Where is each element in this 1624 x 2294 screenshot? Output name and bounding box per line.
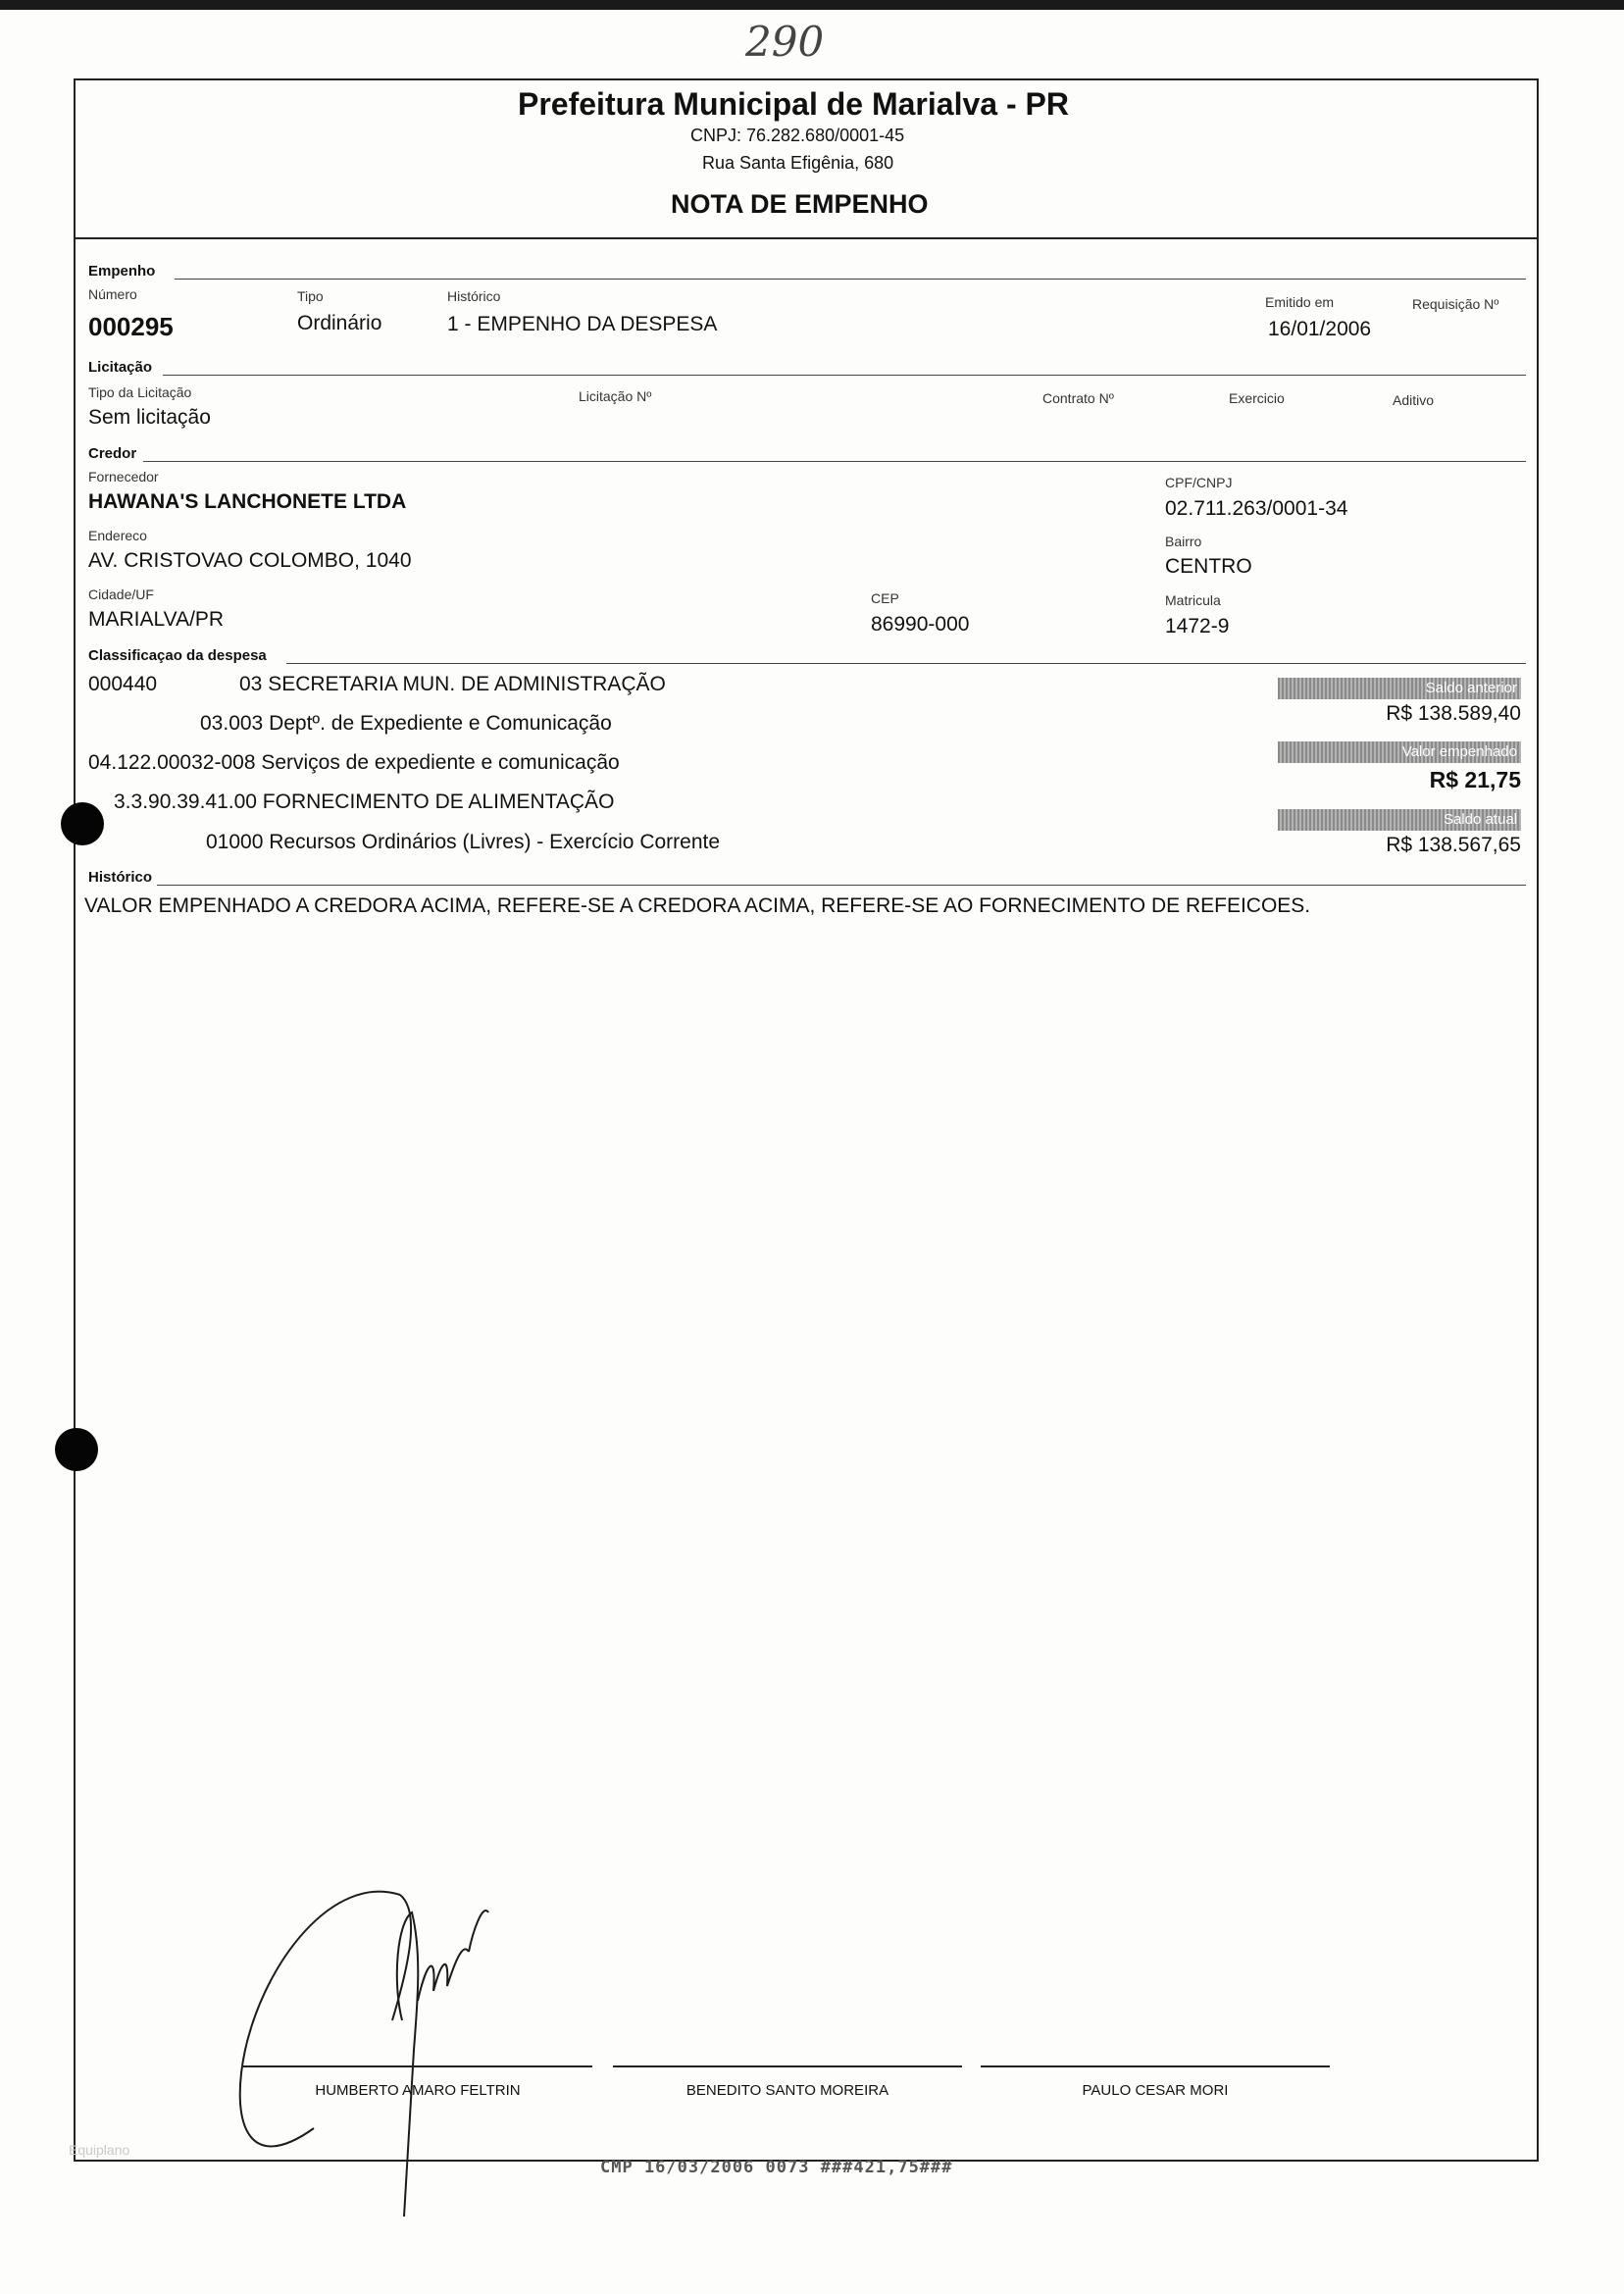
- tipo-licitacao-label: Tipo da Licitação: [88, 384, 192, 400]
- classificacao-recurso: 01000 Recursos Ordinários (Livres) - Exercício Corrente: [206, 831, 721, 853]
- cpf-label: CPF/CNPJ: [1165, 475, 1233, 490]
- aditivo-label: Aditivo: [1393, 392, 1435, 408]
- handwritten-signature: [226, 1883, 520, 2236]
- tipo-value: Ordinário: [297, 312, 382, 334]
- header-address: Rua Santa Efigênia, 680: [702, 153, 894, 173]
- signature-name-2: BENEDITO SANTO MOREIRA: [685, 2082, 889, 2099]
- endereco-value: AV. CRISTOVAO COLOMBO, 1040: [88, 549, 412, 572]
- saldo-anterior-value: R$ 138.589,40: [1386, 702, 1521, 725]
- document-title: NOTA DE EMPENHO: [671, 189, 929, 219]
- classificacao-elemento: 3.3.90.39.41.00 FORNECIMENTO DE ALIMENTAÇÃO: [114, 790, 615, 813]
- classificacao-orgao: 03 SECRETARIA MUN. DE ADMINISTRAÇÃO: [239, 673, 666, 695]
- scan-edge: [0, 0, 1624, 10]
- matricula-label: Matricula: [1165, 592, 1221, 608]
- credor-divider: [143, 461, 1526, 462]
- header-divider: [74, 237, 1539, 239]
- saldo-atual-value: R$ 138.567,65: [1386, 834, 1521, 856]
- section-empenho: Empenho: [88, 263, 156, 280]
- historico-divider: [157, 885, 1526, 886]
- signature-line-1: [243, 2065, 592, 2067]
- signature-line-2: [613, 2065, 962, 2067]
- cidade-value: MARIALVA/PR: [88, 608, 225, 631]
- empenho-divider: [175, 279, 1526, 280]
- section-credor: Credor: [88, 445, 137, 462]
- empenho-number: 000295: [88, 312, 174, 341]
- software-watermark: Equiplano: [69, 2142, 130, 2158]
- classificacao-divider: [286, 663, 1526, 664]
- saldo-anterior-label: Saldo anterior: [1278, 678, 1521, 699]
- cidade-label: Cidade/UF: [88, 586, 154, 602]
- cpf-value: 02.711.263/0001-34: [1165, 497, 1348, 520]
- bairro-label: Bairro: [1165, 534, 1202, 549]
- endereco-label: Endereco: [88, 528, 147, 543]
- exercicio-label: Exercicio: [1229, 390, 1285, 406]
- matricula-value: 1472-9: [1165, 615, 1230, 637]
- requisicao-label: Requisição Nº: [1412, 296, 1499, 312]
- saldo-atual-label: Saldo atual: [1278, 809, 1521, 831]
- tipo-label: Tipo: [297, 288, 324, 304]
- punch-hole-bottom: [55, 1428, 98, 1471]
- tipo-licitacao-value: Sem licitação: [88, 406, 211, 429]
- emitido-label: Emitido em: [1265, 294, 1335, 310]
- cep-label: CEP: [871, 590, 899, 606]
- valor-empenhado-label: Valor empenhado: [1278, 741, 1521, 763]
- classificacao-funcional: 04.122.00032-008 Serviços de expediente e comunicação: [88, 751, 620, 774]
- punch-hole-top: [61, 802, 104, 845]
- section-licitacao: Licitação: [88, 359, 153, 376]
- contrato-label: Contrato Nº: [1042, 390, 1114, 406]
- licitacao-numero-label: Licitação Nº: [579, 388, 652, 404]
- section-classificacao: Classificaçao da despesa: [88, 647, 267, 664]
- signature-name-3: PAULO CESAR MORI: [1082, 2082, 1229, 2099]
- classificacao-unidade: 03.003 Deptº. de Expediente e Comunicação: [200, 712, 612, 735]
- historico-text: VALOR EMPENHADO A CREDORA ACIMA, REFERE-SE A CREDORA ACIMA, REFERE-SE AO FORNECIMENTO DE REFEICOES.: [84, 894, 1311, 917]
- signature-name-1: HUMBERTO AMARO FELTRIN: [315, 2082, 521, 2099]
- fornecedor-name: HAWANA'S LANCHONETE LTDA: [88, 490, 407, 513]
- valor-empenhado-value: R$ 21,75: [1429, 767, 1521, 792]
- document-frame: [74, 78, 1539, 2162]
- numero-label: Número: [88, 286, 137, 302]
- municipality-title: Prefeitura Municipal de Marialva - PR: [518, 86, 1069, 122]
- classificacao-code: 000440: [88, 673, 158, 695]
- emitido-date: 16/01/2006: [1268, 318, 1372, 340]
- licitacao-divider: [163, 375, 1526, 376]
- signature-line-3: [981, 2065, 1330, 2067]
- bank-stamp: CMP 16/03/2006 0073 ###421,75###: [600, 2158, 953, 2177]
- historico-value: 1 - EMPENHO DA DESPESA: [447, 313, 718, 335]
- header-cnpj: CNPJ: 76.282.680/0001-45: [690, 126, 905, 145]
- bairro-value: CENTRO: [1165, 555, 1252, 578]
- fornecedor-label: Fornecedor: [88, 469, 159, 484]
- cep-value: 86990-000: [871, 613, 970, 636]
- historico-label: Histórico: [447, 288, 501, 304]
- section-historico: Histórico: [88, 869, 153, 886]
- handwritten-page-number: 290: [745, 18, 825, 66]
